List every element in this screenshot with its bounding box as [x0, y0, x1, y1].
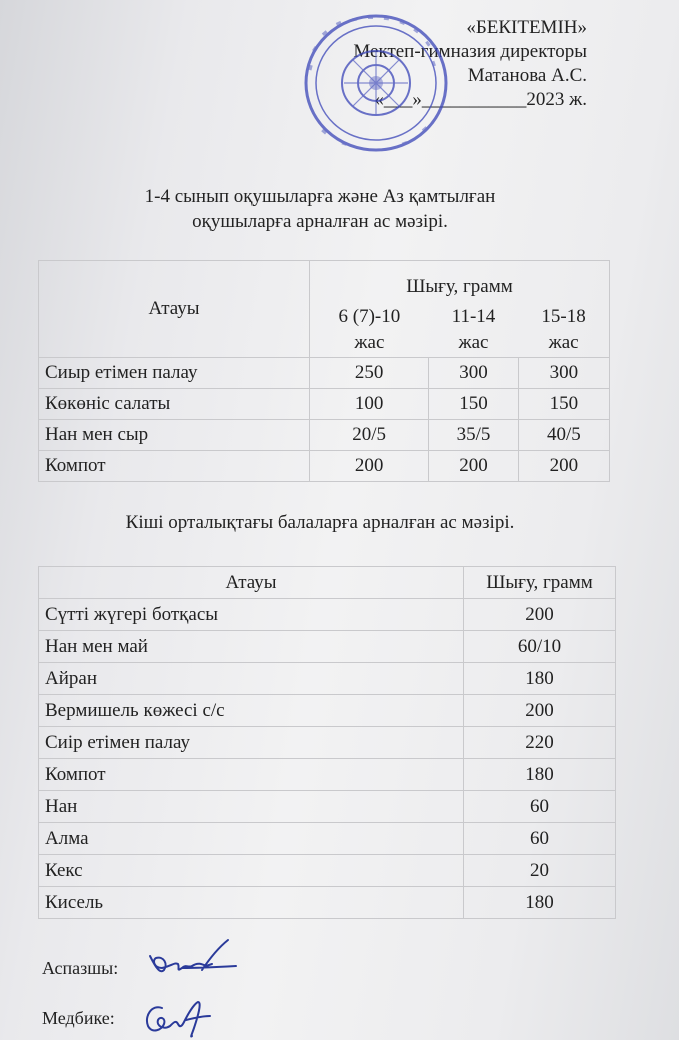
table-row: Сиір етімен палау 220	[39, 727, 616, 759]
approval-director-name: Матанова А.С.	[467, 65, 587, 86]
table-row: Сиыр етімен палау 250 300 300	[39, 358, 610, 389]
menu1-header-row	[39, 261, 610, 304]
table-row: Нан мен май 60/10	[39, 631, 616, 663]
school-seal-icon	[302, 12, 450, 154]
nurse-signature-icon	[140, 990, 220, 1040]
nurse-signature-label: Медбике:	[42, 1008, 115, 1028]
table-row: Алма 60	[39, 823, 616, 855]
menu1-age-group: 15-18 жас	[518, 304, 609, 358]
menu2-header-name: Атауы	[39, 567, 464, 599]
table-row: Кекс 20	[39, 855, 616, 887]
cook-signature-label: Аспазшы:	[42, 958, 119, 978]
approval-heading: «БЕКІТЕМІН»	[466, 17, 587, 38]
menu1-header-yield: Шығу, грамм	[310, 261, 610, 304]
table-row: Кисель 180	[39, 887, 616, 919]
menu2-table	[38, 566, 616, 919]
menu1-age-group: 6 (7)-10 жас	[310, 304, 429, 358]
menu2-title: Кіші орталықтағы балаларға арналған ас мәзірі.	[125, 512, 515, 533]
menu1-age-group: 11-14 жас	[429, 304, 518, 358]
menu2-header-row	[39, 567, 616, 599]
table-row: Компот 200 200 200	[39, 451, 610, 482]
menu1-header-name: Атауы	[39, 261, 310, 358]
table-row: Көкөніс салаты 100 150 150	[39, 389, 610, 420]
menu2-header-yield: Шығу, грамм	[464, 567, 616, 599]
table-row: Айран 180	[39, 663, 616, 695]
menu1-table	[38, 260, 610, 482]
table-row: Нан 60	[39, 791, 616, 823]
menu1-title	[0, 184, 640, 234]
table-row: Вермишель көжесі с/с 200	[39, 695, 616, 727]
table-row: Сүтті жүгері ботқасы 200	[39, 599, 616, 631]
menu1-title-line1: 1-4 сынып оқушыларға және Аз қамтылған	[144, 186, 496, 207]
approval-date: «___»___________2023 ж.	[374, 89, 587, 110]
table-row: Нан мен сыр 20/5 35/5 40/5	[39, 420, 610, 451]
menu1-title-line2: оқушыларға арналған ас мәзірі.	[192, 211, 448, 232]
approval-position: Мектеп-гимназия директоры	[353, 41, 587, 62]
table-row: Компот 180	[39, 759, 616, 791]
cook-signature-icon	[142, 934, 242, 984]
